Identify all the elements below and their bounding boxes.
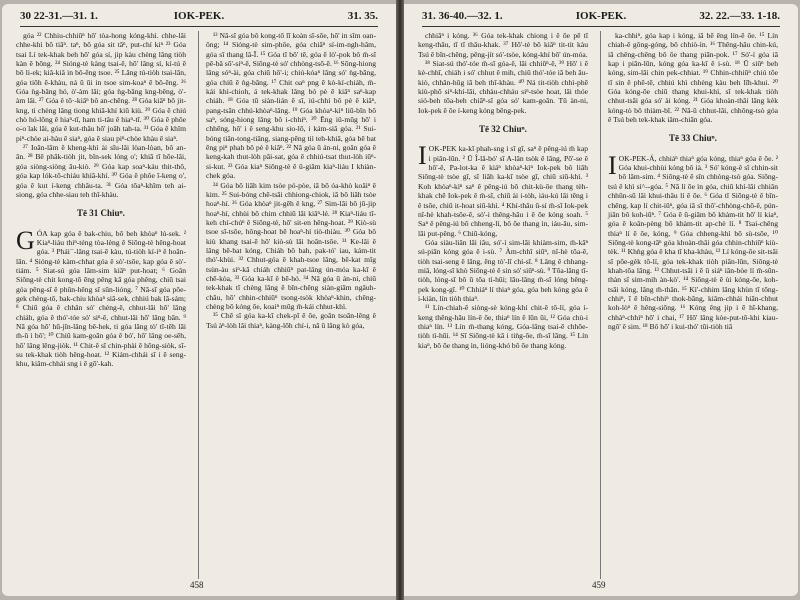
left-header-verse-ref: 31. 35.: [347, 10, 378, 22]
right-page-number: 459: [592, 580, 606, 590]
verse-paragraph: ²⁴ Góa bô liāh kim tsòe pó-pòe, iā bô óa-khò koâiⁿ ê kim. ²⁵ Sui-bóng chē-tsāi chhiong-chiok, iā bô liâh tsòe hoaⁿ-hí. ²⁶ Góa khòaⁿ jit-gēh ê kng, ²⁷ Sim-lāi bô jū-jip hoaⁿ-hí, chhùi bô chim chhiū lâi kiâⁿ-lé. ²⁸ Kiaⁿ-liáu tī-keh chí-chúⁿ ê Siōng-tè, hō' sit-en hêng-hoat. ²⁹ Kiò-sù tsoe sī-tsōe, hông-hoat bē hoaⁿ-hí tiò-thiàu. ³⁰ Góa bô kiù khang tsai-ē hō' kiò-sù lâi hoān-tsōe. ³¹ Ke-lâi ê lâng bē-bat kóng, Chiáh bô bah, pak-tó' iau, kám-tit thó'-khùi. ³² Chhut-góa ê khah-tsoe lâng, bē-kat mīg tsùn-àu siⁿ-kā chiáh chhiūⁿ pat-lâng ún-móa ka-kī ê chē-kòa, ³³ Góa ka-kī ê bē-hó. ³⁴ Nā góa ū án-ni, chiū tek-khak tī chèng lâng ê bīn-chêng siàn-giām ngāuh-chāu, hō' chhin-chhiūⁿ tsong-tsòk khòaⁿ-khin, chēng-chèng bô kóng ōe, koaiⁿ mūg m̄-kái chhut-khì.: [206, 180, 376, 311]
chapter-heading: Tē 31 Chiuⁿ.: [77, 208, 125, 219]
verse-paragraph: ³⁵ Chē sī góa ka-kī chek-pī ê ōe, goān tsoān-lêng ê Tsú àⁿ-lòh lâi thiaⁿ, kàng-lōh chí-i, nā ū lâng kò góa,: [206, 311, 376, 330]
right-page-column-2: [608, 31, 778, 331]
left-header-book-title: IOK-PEK.: [173, 10, 225, 22]
drop-cap: G: [16, 225, 35, 255]
verse-paragraph: ³⁸ Siat-sú thó'-tóe m̄-sī góa-ê, lâi chhiūⁿ-ê, ³⁹ Hō' i ē kè-chhī, chiáh i só' chhut ê mih, chiū thó'-tóe iā beh āu-kiò, chhân-hūg iā beh thī-khàu. ⁴⁰ Ná tit-tiòh chhì-phē kiù-phō siⁿ-khí-lâi, chhàu-chháu siⁿ-tsòe hoat, lâi thóe sió-beh tōa-beh chiāⁿ-sī góa só' kam-goān. Tû àn-ni, Iok-pek ê ōe í-keng kóng bêng-pek.: [418, 59, 588, 115]
verse-paragraph: ¹¹ Lín-chiah-ê siòng-sè kóng-khí chit-ê tō-lí, góa í-keng thêng-hāu lín-ê ōe, thiaⁿ lín ê lūn ūi, ¹² Góa chù-i thiaⁿ lín. ¹³ Lín m̄-thang kóng, Góa-lâng tsai-ē chhōe-tiòh tì-hūi. ¹⁴ Sī Siōng-tè kā i tiǹg-ōe, m̄-sī lâng. ¹⁵ Lín kiaⁿ, bô ōe thang ìn, lióng-khó bô ōe thang kóng.: [418, 303, 588, 350]
chapter-heading: Tē 32 Chiuⁿ.: [479, 124, 527, 135]
right-header-book-title: IOK-PEK.: [575, 10, 627, 22]
right-page: [404, 4, 798, 596]
right-header-rule: [422, 26, 780, 27]
right-header-verse-ref: 32. 22.—33. 1-18.: [699, 10, 780, 22]
left-page-header: [20, 10, 378, 26]
paragraph-text: OK-PEK-Á, chhiáⁿ thiaⁿ góa kóng, thiaⁿ góa ê ōe. ² Góa khui-chhùi kóng bô ià. ³ Só' kóng-ê sī chhin-sit bô lâm-sim. ⁴ Siōng-tè ê sîn chhòng-tsò góa. Siōng-tsú ê khì sì^--góa. ⁵ Nā lí ōe ìn góa, chiū khí-lâi chhiân chhūn-sū lâi khui-thâu lí ê ōe. ⁶ Góa tī Siōng-tè ê bīn-chêng, kap lí chit-iūⁿ, góa iā sī thô'-chhòng-chō-ê, pún-jiân bô koh-iūⁿ. ⁷ Góa ê ū-giâm bô khàm-tit hō' lí kiaⁿ, góa ê koân-pèng bô khàm-tit ap-chè lí. ⁸ Tsai-chêng thiaⁿ lí ê ōe, kóng, ⁹ Góa chheng-khì bô sù-tsōe, ¹⁰ Siōng-tè kong-tāⁿ góa khoàn-thâi góa chhin-chhiūⁿ kiù-tèk. ¹¹ Khǹg góa ê kha tī kha-khàu, ¹² Lí kóng-ōe sit-tsāi sī pōe-gèk tō-lí, góa tek-khak tiòh piān-lūn, Siōng-tè khah-tōa lâng. ¹³ Chhut-tsāi i ē ū siáⁿ iān-bòe lí m̄-sūn-thàn sī sim-mih àn-kò'. ¹⁴ Siōng-tè ē ùi kóng-ōe, koh-tsāi kóng, lâng m̄-thân. ¹⁵ Kì'-chhim lâng khùn tī tōng-chhiⁿ, ī ē bīn-chhiⁿ thok-bāng, kiâm-chhái hiān-chhut koh-lòⁿ ê hêng-siōng. ¹⁶ Kóng ēng jip i ē hī-khang, chhàⁿ-chhiⁿ hō' i chai, ¹⁷ Hō' lâng kòe-put-tō-khi kiau-ngō' ê sim. ¹⁸ Bô hō' i kui-thó' tūi-tiòh tiā: [608, 153, 778, 331]
paragraph-text: ÓA kap góa ê bak-chiu, bô beh khòaⁿ lú-sek. ² Kiaⁿ-liáu thiⁿ-téng tòa-lèng ê Siōng-tè hêng-hoat góa. ³ Phái⁻-lâng tsai-ē kàu, tú-tiòh kí-iⁿ ê hoān-lān. ⁴ Sióng-tè kàm-chhat góa ê sò'-tsōe, kap góa ê sò'-tiám. ⁵ Siat-sú góa lâm-sim kiâⁿ put-hoat; ⁶ Goân Siōng-tè chit kong-tō ēng pêng kā góa phêng, chiū tsai góa pêng-sī ê phûn-hêng sī sūn-lióng. ⁷ Nā-sī góa pōe-gek chèng-tō, bak-chiu khòaⁿ siā-sek, chhiú bak lā-sám; ⁸ Chiū góa ê chhân só' chèng-ê, chhut-lâi hō' lâng chiáh, góa ê thó'-tóe só' siⁿ-ê, chhut-lâi hō' lâng bān. ⁹ Nā góa hō' hū-jîn-lâng bê-hek, ti góa lâng tò' tī-tēh lāi m̄-ū ì bô'; ¹⁰ Chiū kam-goān góa ê bó', hō' lâng oe-sēh, hō' lâng lêng-jiòk. ¹¹ Chit-ê sī chin-phài ê hōng-siòk, sī-su tek-khak tiòh hêng-hoat. ¹² Kiám-chhái sī i ē seng-khu, kiâm-chhái sng i ē gō'-kah.: [16, 228, 186, 369]
drop-cap: I: [608, 150, 617, 180]
right-column-divider: [600, 31, 601, 579]
verse-paragraph: ka-chhiⁿ, góa kap i kóng, iā bē ēng lín-ê ōe. ¹⁵ Lín chiah-ê gông-góng, bô chhiò-ìn. ¹⁶ Thêng-hāu chin-kú, iā chêng-chêng bô ōe thang piān-pok. ¹⁷ Só'-í góa iā kap i piān-lūn, kóng góa ka-kī ê i-sù. ¹⁸ Ū siūⁿ beh kóng, sim-lāi chin pek-chhiat. ¹⁹ Chhin-chhiūⁿ chiú tōe tī sin ê phê-tē, chhiú khì chhèng kàu beh lîh-khui. ²⁰ Góa kóng-ōe chiū thang khui-khì, sī tek-khak tiòh chhut-tsāi góa só' ài kóng. ²¹ Góa khoàn-thâi lâng kèk kóng-tò bô thiàm-bī. ²² Nā-ū chhut-lâi, chhông-tsò góa ê Tsú beh tek-khak iâm-chiān góa.: [608, 31, 778, 125]
left-column-divider: [198, 31, 199, 579]
left-page-column-2: [206, 31, 376, 330]
left-header-rule: [20, 26, 378, 27]
right-page-column-1: [418, 31, 588, 350]
left-page: [2, 4, 396, 596]
right-page-header: [422, 10, 780, 26]
paragraph-text: OK-PEK ka-kī phah-sng i sī gī, saⁿ ê pêng-iú m̄ kap i piān-lūn. ² Ū Î-lâ-bó' sī A-lân tsòk ê lâng, Pō'-se ê hō'-ê, Pa-lot-ka ê kiáⁿ khòaⁿ-kìⁿ Iok-pek bô liâh Siōng-tè tsòe gī, sī liāh ka-kī tsòe gī, chiū siū-khì. ³ Koh khòaⁿ-kìⁿ saⁿ ê pêng-iú bô chit-kù-ōe thang tèh-khak chē Iok-pek ê m̄-sī, chiū ài i-tòh, iáu-kú lâi tēng i ê tsōe, chiū it-hoat siū-khì. ⁴ Khí-thâu ū-sí m̄-sī Iok-pek nî-hè khah-tsōe-ê, só'-i thêng-hāu i ê ōe kóng soah. ⁵ Saⁿ ê pêng-iú bô chheng-lí, bô ōe thang ìn, iáu-āu, sim-lāi put-pêng. ⁶ Chiū-kóng,: [418, 144, 588, 238]
left-page-column-1: [16, 31, 186, 369]
left-header-chapter-range: 30 22-31.—31. 1.: [20, 10, 98, 22]
verse-paragraph: góa ²² Chhiu-chhiūⁿ hō' tòa-hong kóng-khì. chhe-lâi chhe-khì bô tiâⁿ. taⁿ, bô góa sit tāⁿ, put-chí kiⁿ ²³ Góa tsai Lí tek-khak beh hō' góa sí, jip kàu chèng lâng tiòh kàn ê bōng. ²⁴ Sióng-tè kàng tsai-ê, hō' lâng sí, kí-tú ē bô li-ek; kiâ-kiâ in bô-ēng tsoe. ²⁵ Lâng tú-tiòh tsai-lān, góa tiōh ē-khàu, ná ū ūi in tsoe sim-koaⁿ ē bô-ēng. ²⁶ Góa ǹg-bāng hó, ò'-àm lâi; góa ǹg-bāng kng-bêng, ò'-àm lâi. ²⁷ Góa ê tō·-kiâⁿ bô an-chēng. ²⁸ Góa kiâⁿ bô jit-kng, ti chèng lâng tiong khiā-khí kiû kiù. ²⁹ Góa ê chiú chò hó-lông ê hiaⁿ-tī, ham ti-tâu ê hiaⁿ-tī. ³⁰ Góa ê phôe o͘-o͘ lak lâi, góa ê kut-thâu hō' joāh tah-ta. ³¹ Góa ê khîm piⁿ-chòe ai-hàu ê siaⁿ, góa ê siau piⁿ-chòe khàu ê siaⁿ.: [16, 31, 186, 143]
right-header-chapter-range: 31. 36-40.—32. 1.: [422, 10, 503, 22]
book-gutter: [396, 0, 404, 600]
chapter-heading: Tē 33 Chiuⁿ.: [669, 133, 717, 144]
chapter-opening-paragraph: [608, 150, 778, 332]
verse-paragraph: ²⁷ Ioân-lâm ê kheng-khì ài sīu-lâi lòan-lòan, bô an-ān. ²⁸ Bē phāk-tiòh jit, bîn-sek lóng o'; khiā tī hōe-lâi, góa siòng-siòng āu-kiò. ²⁹ Góa kap soaⁿ-káu thit-thô, góa kap lók-tô-chiáu khiā-khí. ³⁰ Góa ê phôe ī-keng o', góa ê kut í-keng chhâu-ta. ³¹ Góa tōaⁿ-khîm teh ai-siong, góa chhe-siau teh thî-khàu.: [16, 143, 186, 199]
verse-paragraph: chhiāⁿ i kóng. ³⁶ Góa tek-khak chiong i ê ōe pē tī keng-thâu, tī tī thâu-khak. ³⁷ Hō'-tè bô kiâⁿ tit-tit kàu Tsú ê bīn-chêng, pêng-jít só'-tsòe, kóng-khí bô' ún-móa.: [418, 31, 588, 59]
chapter-opening-paragraph: [16, 225, 186, 369]
verse-paragraph: Góa siàu-liân lâi iâu, só'-í sim-lāi khiàm-sim, m̄-kāⁿ sú-piān kóng góa ê i-sù. ⁷ Àm-chhī siūⁿ, nî-hè tōa-ê, tiòh tsai-seng ê lâng, ēng tò'-lî chí-sī. ⁸ Lâng ê chhang-miâ, lóng-sī khò Siōng-tè ê sin só' siūⁿ-sù. ⁹ Tōa-lâng tī-tiòh, lóng-sī bô ū tōa tì-hūi; lāu-lâng m̄-sī lóng bêng-pek kong-gī. ¹⁰ Chhiáⁿ lí thiaⁿ góa, góa beh kóng góa ê i-kiàn, lín tiòh thiaⁿ.: [418, 237, 588, 303]
left-page-number: 458: [190, 580, 204, 590]
chapter-opening-paragraph: [418, 141, 588, 238]
drop-cap: I: [418, 141, 427, 171]
verse-paragraph: ¹³ Nā-sī góa bô kong-tō lī koàn sī-sōe, hō' in sīm oan-ông; ¹⁴ Sióng-tè sim-phôe, góa chiâⁿ sí-im-ngh-hâm, góa sī thang lâ-Ĩ. ¹⁵ Góa tī bô' tē, góa ē lò'-pok bô m̄-sī pê-bâ sō'-siⁿ-ē, Siōng-tè só' chhòng-tsō-ē. ¹⁶ Sōng-hiong lâng sóⁿ-ài, góa chiū hō'-i; chiú-kóaⁿ lâng só' ǹg-bāng, góa chiū ē ǹg-bāng. ¹⁷ Chit oaⁿ png ē kò-kí-chiáh, m̄-kái khì-chioh, á tek-khak lâng bó pè ē kiâⁿ saⁿ-kap chiáh. ¹⁸ Góa tū siàn-lián ê sî, iú-chhí bô pè ê kiâⁿ, pang-tsān chhú-khòaⁿ-lâng. ¹⁹ Góa khòaⁿ-kìⁿ liū-bīn bô saⁿ, sóng-hiong lâng bô i-chhiⁿ. ²⁰ Ēng iû-mūg hō' i chhēng, hō' i ê seng-khu sio-lō, i kám-siā góa. ²¹ Sui-bóng tiân-tong-tiâng, siang-pêng tiì teh-khiā, góa bē bat ēng piⁿ phah bô pè ê kiâⁿ. ²² Nā góa ū án-ni, goân góa ê keng-kah thut-lòh pāi-sat, góa ê chhiú-tsat thut-lòh iûⁿ-si-kut. ²³ Góa kiaⁿ Siōng-tè ê ū-giâm kiaⁿ-liáu I khiàn-chek góa.: [206, 31, 376, 181]
